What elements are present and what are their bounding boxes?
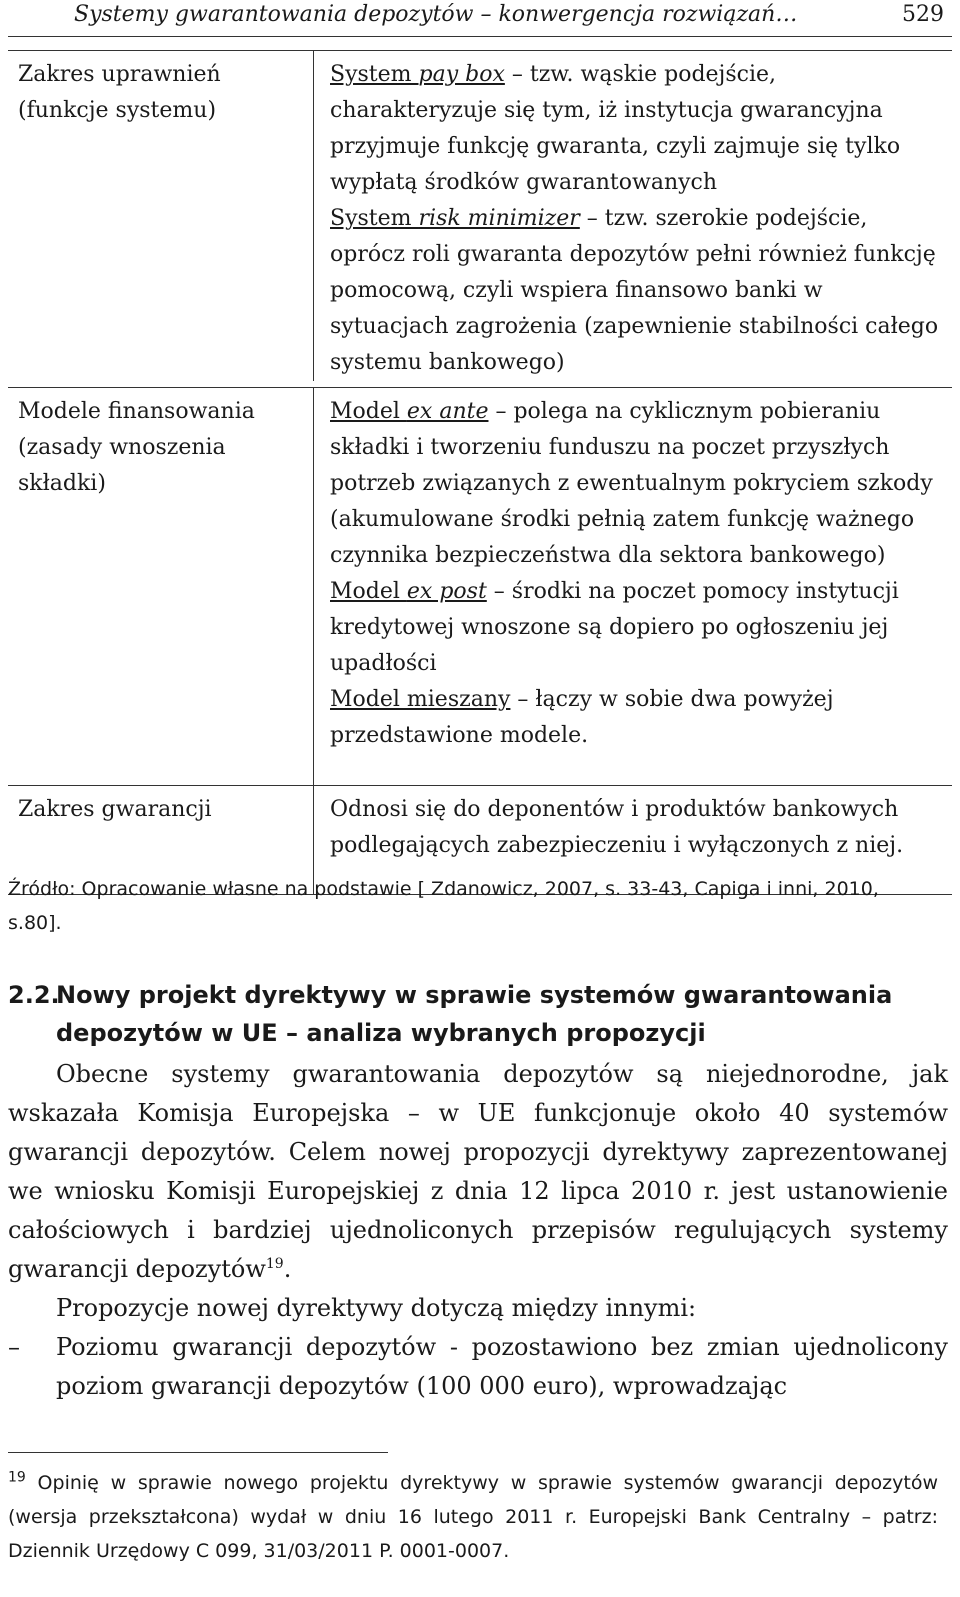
footnote-divider: [8, 1452, 388, 1453]
running-header: [8, 0, 952, 37]
entry-key: Model ex ante: [330, 399, 489, 424]
table-row: [8, 51, 952, 388]
row-label: Zakres uprawnień (funkcje systemu): [8, 51, 314, 381]
table-source-note: Źródło: Opracowanie własne na podstawie [ Zdanowicz, 2007, s. 33-43, Capiga i inni, 2010, s.80].: [8, 878, 879, 934]
footnote: [8, 1466, 938, 1568]
footnote-ref[interactable]: 19: [265, 1256, 284, 1272]
entry-key: System pay box: [330, 62, 505, 87]
list-dash: –: [8, 1333, 20, 1361]
section-number: 2.2.: [8, 981, 60, 1009]
row-content: [314, 51, 952, 387]
entry-text: – środki na poczet pomocy instytucji kredytowej wnoszone są dopiero po ogłoszeniu jej upadłości: [330, 579, 899, 676]
table-row: [8, 388, 952, 786]
table-entry: [330, 574, 944, 682]
footnote-text: Opinię w sprawie nowego projektu dyrektywy w sprawie systemów gwarancji depozytów (wersja przekształcona) wydał w dniu 16 lutego 2011 r. Europejski Bank Centralny – patrz: Dziennik Urzędowy C 099, 31/03/2011 P. 0001-0007.: [8, 1472, 938, 1562]
table-entry: [330, 394, 944, 574]
section-heading: [8, 976, 948, 1052]
body-paragraph: [8, 1055, 948, 1289]
row-content: [314, 388, 952, 785]
guarantee-systems-table: [8, 50, 952, 895]
entry-key: System risk minimizer: [330, 206, 580, 231]
entry-text: – łączy w sobie dwa powyżej przedstawione modele.: [330, 687, 834, 748]
page-number: 529: [902, 2, 944, 27]
footnote-mark: 19: [8, 1469, 26, 1486]
row-label: Modele finansowania (zasady wnoszenia składki): [8, 388, 314, 785]
entry-text: – polega na cyklicznym pobieraniu składki i tworzeniu funduszu na poczet przyszłych potrzeb związanych z ewentualnym pokryciem szkody (akumulowane środki pełnią zatem funkcję ważnego czynnika bezpieczeństwa dla sektora bankowego): [330, 399, 933, 568]
table-entry: [330, 682, 944, 754]
row-content: Odnosi się do deponentów i produktów bankowych podlegających zabezpieczeniu i wyłączonych z niej.: [330, 797, 904, 858]
body-paragraph: Propozycje nowej dyrektywy dotyczą między innymi:: [56, 1294, 697, 1322]
entry-text: – tzw. wąskie podejście, charakteryzuje się tym, iż instytucja gwarancyjna przyjmuje funkcję gwaranta, czyli zajmuje się tylko wypłatą środków gwarantowanych: [330, 62, 901, 195]
row-label: Zakres gwarancji: [8, 786, 314, 894]
section-title: Nowy projekt dyrektywy w sprawie systemów gwarantowania depozytów w UE – analiza wybranych propozycji: [56, 981, 893, 1047]
table-entry: [330, 57, 944, 201]
entry-key: Model mieszany: [330, 687, 511, 712]
running-title: Systemy gwarantowania depozytów – konwergencja rozwiązań…: [74, 2, 798, 27]
paragraph-end: .: [283, 1255, 292, 1283]
entry-key: Model ex post: [330, 579, 487, 604]
list-item-text: Poziomu gwarancji depozytów - pozostawiono bez zmian ujednolicony poziom gwarancji depozytów (100 000 euro), wprowadzając: [56, 1333, 948, 1400]
entry-text: – tzw. szerokie podejście, oprócz roli gwaranta depozytów pełni również funkcję pomocową, czyli wspiera finansowo banki w sytuacjach zagrożenia (zapewnienie stabilności całego systemu bankowego): [330, 206, 939, 375]
table-entry: [330, 201, 944, 381]
list-item: [8, 1328, 948, 1406]
paragraph-text: Obecne systemy gwarantowania depozytów są niejednorodne, jak wskazała Komisja Europejska – w UE funkcjonuje około 40 systemów gwarancji depozytów. Celem nowej propozycji dyrektywy zaprezentowanej we wniosku Komisji Europejskiej z dnia 12 lipca 2010 r. jest ustanowienie całościowych i bardziej ujednoliconych przepisów regulujących systemy gwarancji depozytów: [8, 1060, 948, 1283]
